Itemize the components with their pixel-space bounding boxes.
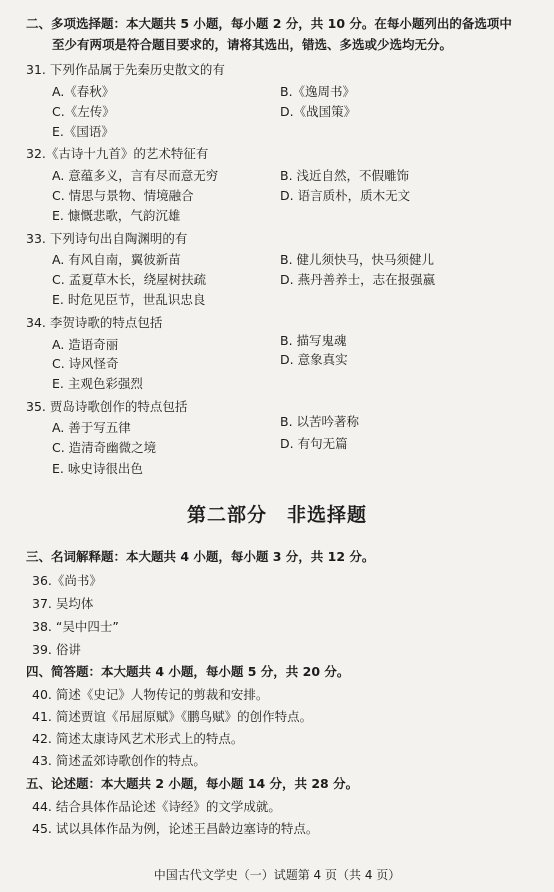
- question-35-option-b: B. 以苦吟著称: [280, 414, 360, 429]
- question-34-option-a: A. 造语奇丽: [52, 337, 119, 352]
- page-footer: 中国古代文学史（一）试题第 4 页（共 4 页）: [153, 868, 401, 882]
- question-34-option-e: E. 主观色彩强烈: [52, 376, 143, 391]
- question-32-option-c: C. 情思与景物、情境融合: [52, 188, 194, 203]
- question-33-option-d: D. 燕丹善养士，志在报强嬴: [280, 272, 436, 287]
- question-31-option-d: D.《战国策》: [280, 104, 357, 119]
- section-header-mcq: 二、多项选择题：本大题共 5 小题，每小题 2 分，共 10 分。在每小题列出的备选项中: [26, 16, 512, 31]
- section-header-terms: 三、名词解释题：本大题共 4 小题，每小题 3 分，共 12 分。: [26, 549, 375, 564]
- question-31-stem: 31. 下列作品属于先秦历史散文的有: [26, 62, 225, 77]
- question-31-option-a: A.《春秋》: [52, 84, 115, 99]
- question-32-option-d: D. 语言质朴，质木无文: [280, 188, 411, 203]
- question-34-option-b: B. 描写鬼魂: [280, 333, 347, 348]
- question-33-option-e: E. 时危见臣节，世乱识忠良: [52, 292, 206, 307]
- part-two-title: 第二部分 非选择题: [186, 504, 367, 526]
- question-44: 44. 结合具体作品论述《诗经》的文学成就。: [32, 799, 281, 814]
- question-35-option-a: A. 善于写五律: [52, 420, 131, 435]
- question-33-option-c: C. 孟夏草木长，绕屋树扶疏: [52, 272, 207, 287]
- question-35-option-d: D. 有句无篇: [280, 436, 348, 451]
- question-36: 36.《尚书》: [32, 573, 102, 588]
- question-42: 42. 简述太康诗风艺术形式上的特点。: [32, 731, 244, 746]
- question-33-option-a: A. 有风自南，翼彼新苗: [52, 252, 181, 267]
- question-34-option-d: D. 意象真实: [280, 352, 348, 367]
- question-39: 39. 俗讲: [32, 642, 81, 657]
- question-38: 38. “吴中四士”: [32, 619, 119, 634]
- question-31-option-c: C.《左传》: [52, 104, 115, 119]
- question-37: 37. 吴均体: [32, 596, 94, 611]
- section-header-essay: 五、论述题：本大题共 2 小题，每小题 14 分，共 28 分。: [26, 776, 359, 791]
- question-32-option-a: A. 意蕴多义，言有尽而意无穷: [52, 168, 219, 183]
- question-32-option-b: B. 浅近自然，不假雕饰: [280, 168, 410, 183]
- question-41: 41. 简述贾谊《吊屈原赋》《鹏鸟赋》的创作特点。: [32, 709, 313, 724]
- question-34-stem: 34. 李贺诗歌的特点包括: [26, 315, 163, 330]
- question-35-option-c: C. 造清奇幽微之境: [52, 440, 157, 455]
- question-33-option-b: B. 健儿须快马，快马须健儿: [280, 252, 435, 267]
- question-33-stem: 33. 下列诗句出自陶渊明的有: [26, 231, 188, 246]
- question-40: 40. 简述《史记》人物传记的剪裁和安排。: [32, 687, 269, 702]
- question-32-option-e: E. 慷慨悲歌，气韵沉雄: [52, 208, 181, 223]
- question-43: 43. 简述孟郊诗歌创作的特点。: [32, 753, 206, 768]
- question-31-option-b: B.《逸周书》: [280, 84, 356, 99]
- section-header-mcq-cont: 至少有两项是符合题目要求的，请将其选出，错选、多选或少选均无分。: [52, 37, 453, 52]
- section-header-short: 四、简答题：本大题共 4 小题，每小题 5 分，共 20 分。: [26, 664, 350, 679]
- question-45: 45. 试以具体作品为例，论述王昌龄边塞诗的特点。: [32, 821, 319, 836]
- question-31-option-e: E.《国语》: [52, 124, 114, 139]
- question-35-stem: 35. 贾岛诗歌创作的特点包括: [26, 399, 188, 414]
- question-32-stem: 32.《古诗十九首》的艺术特征有: [26, 146, 209, 161]
- question-35-option-e: E. 咏史诗很出色: [52, 461, 143, 476]
- question-34-option-c: C. 诗风怪奇: [52, 356, 119, 371]
